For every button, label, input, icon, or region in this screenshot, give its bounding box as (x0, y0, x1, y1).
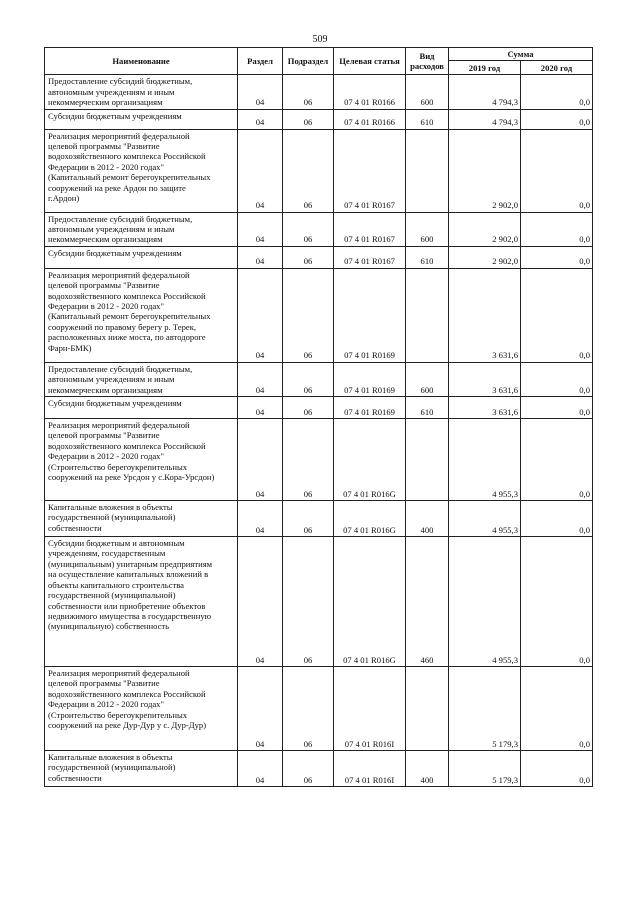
row-target-article: 07 4 01 R016G (334, 501, 406, 537)
row-sum-2019: 4 794,3 (449, 75, 521, 109)
row-sum-2020: 0,0 (521, 397, 593, 419)
row-expense-type: 610 (406, 246, 449, 268)
row-target-article: 07 4 01 R016G (334, 419, 406, 501)
row-section: 04 (238, 667, 283, 751)
table-row (45, 362, 593, 396)
row-subsection: 06 (283, 129, 334, 212)
header-expense-type: Вид расходов (406, 48, 449, 75)
table-row (45, 212, 593, 246)
row-sum-2019: 3 631,6 (449, 362, 521, 396)
row-target-article: 07 4 01 R0169 (334, 268, 406, 362)
row-name: Реализация мероприятий федеральной целевой программы "Развитие водохозяйственного комплекса Российской Федерации в 2012 - 2020 годах" (Капитальный ремонт берегоукрепительных сооружений на реке Ардон по защите г.Ардон) (45, 129, 238, 212)
row-target-article: 07 4 01 R0169 (334, 362, 406, 396)
row-sum-2020: 0,0 (521, 246, 593, 268)
row-name: Реализация мероприятий федеральной целевой программы "Развитие водохозяйственного комплекса Российской Федерации в 2012 - 2020 годах" (Капитальный ремонт берегоукрепительных сооружений по правому берегу р. Терек, расположенных ниже моста, по автодороге Фарн-БМК) (45, 268, 238, 362)
row-name: Предоставление субсидий бюджетным, автономным учреждениям и иным некоммерческим организациям (45, 212, 238, 246)
table-row (45, 501, 593, 537)
row-target-article: 07 4 01 R0169 (334, 397, 406, 419)
row-sum-2019: 3 631,6 (449, 397, 521, 419)
row-target-article: 07 4 01 R0166 (334, 109, 406, 129)
row-sum-2020: 0,0 (521, 129, 593, 212)
row-name: Субсидии бюджетным учреждениям (45, 397, 238, 419)
row-name: Предоставление субсидий бюджетным, автономным учреждениям и иным некоммерческим организациям (45, 75, 238, 109)
budget-table (44, 47, 593, 787)
row-name: Предоставление субсидий бюджетным, автономным учреждениям и иным некоммерческим организациям (45, 362, 238, 396)
row-subsection: 06 (283, 268, 334, 362)
row-subsection: 06 (283, 667, 334, 751)
table-row (45, 246, 593, 268)
row-sum-2020: 0,0 (521, 268, 593, 362)
row-target-article: 07 4 01 R016G (334, 537, 406, 667)
row-sum-2020: 0,0 (521, 75, 593, 109)
row-section: 04 (238, 419, 283, 501)
table-row (45, 537, 593, 667)
row-target-article: 07 4 01 R0167 (334, 129, 406, 212)
row-section: 04 (238, 397, 283, 419)
row-section: 04 (238, 75, 283, 109)
table-row (45, 397, 593, 419)
row-expense-type: 400 (406, 501, 449, 537)
row-sum-2020: 0,0 (521, 212, 593, 246)
row-expense-type: 600 (406, 362, 449, 396)
table-row (45, 75, 593, 109)
row-sum-2020: 0,0 (521, 109, 593, 129)
row-target-article: 07 4 01 R0166 (334, 75, 406, 109)
row-expense-type: 610 (406, 397, 449, 419)
row-sum-2019: 2 902,0 (449, 246, 521, 268)
row-subsection: 06 (283, 751, 334, 787)
row-expense-type (406, 129, 449, 212)
row-section: 04 (238, 537, 283, 667)
row-expense-type: 460 (406, 537, 449, 667)
row-target-article: 07 4 01 R0167 (334, 212, 406, 246)
row-section: 04 (238, 212, 283, 246)
header-2019: 2019 год (449, 61, 521, 75)
row-sum-2019: 3 631,6 (449, 268, 521, 362)
row-expense-type (406, 667, 449, 751)
row-name: Субсидии бюджетным учреждениям (45, 109, 238, 129)
header-2020: 2020 год (521, 61, 593, 75)
row-section: 04 (238, 109, 283, 129)
row-subsection: 06 (283, 537, 334, 667)
row-expense-type: 600 (406, 212, 449, 246)
row-sum-2019: 4 955,3 (449, 419, 521, 501)
row-name: Субсидии бюджетным учреждениям (45, 246, 238, 268)
row-sum-2020: 0,0 (521, 501, 593, 537)
row-sum-2019: 2 902,0 (449, 129, 521, 212)
row-expense-type: 400 (406, 751, 449, 787)
row-section: 04 (238, 129, 283, 212)
row-subsection: 06 (283, 397, 334, 419)
table-row (45, 751, 593, 787)
row-sum-2019: 4 955,3 (449, 537, 521, 667)
row-subsection: 06 (283, 246, 334, 268)
row-sum-2019: 4 794,3 (449, 109, 521, 129)
table-row (45, 129, 593, 212)
row-subsection: 06 (283, 75, 334, 109)
header-subsection: Подраздел (283, 48, 334, 75)
row-expense-type (406, 268, 449, 362)
row-section: 04 (238, 751, 283, 787)
row-subsection: 06 (283, 109, 334, 129)
row-sum-2020: 0,0 (521, 419, 593, 501)
row-sum-2019: 5 179,3 (449, 751, 521, 787)
row-sum-2020: 0,0 (521, 751, 593, 787)
row-section: 04 (238, 268, 283, 362)
row-subsection: 06 (283, 419, 334, 501)
row-sum-2020: 0,0 (521, 362, 593, 396)
row-name: Капитальные вложения в объекты государственной (муниципальной) собственности (45, 751, 238, 787)
header-sum: Сумма (449, 48, 593, 61)
table-row (45, 667, 593, 751)
row-subsection: 06 (283, 501, 334, 537)
row-sum-2019: 2 902,0 (449, 212, 521, 246)
row-sum-2019: 5 179,3 (449, 667, 521, 751)
header-target-article: Целевая статья (334, 48, 406, 75)
row-section: 04 (238, 501, 283, 537)
row-name: Реализация мероприятий федеральной целевой программы "Развитие водохозяйственного комплекса Российской Федерации в 2012 - 2020 годах" (Строительство берегоукрепительных сооружений на реке Урсдон у с.Кора-Урсдон) (45, 419, 238, 501)
row-subsection: 06 (283, 212, 334, 246)
row-sum-2019: 4 955,3 (449, 501, 521, 537)
row-name: Субсидии бюджетным и автономным учреждениям, государственным (муниципальным) унитарным предприятиям на осуществление капитальных вложений в объекты капитального строительства государственной (муниципальной) собственности или приобретение объектов недвижимого имущества в государственную (муниципальную) собственность (45, 537, 238, 667)
header-name: Наименование (45, 48, 238, 75)
row-name: Реализация мероприятий федеральной целевой программы "Развитие водохозяйственного комплекса Российской Федерации в 2012 - 2020 годах" (Строительство берегоукрепительных сооружений на реке Дур-Дур у с. Дур-Дур) (45, 667, 238, 751)
header-section: Раздел (238, 48, 283, 75)
table-row (45, 109, 593, 129)
row-expense-type: 600 (406, 75, 449, 109)
table-row (45, 268, 593, 362)
row-sum-2020: 0,0 (521, 667, 593, 751)
table-row (45, 419, 593, 501)
row-expense-type (406, 419, 449, 501)
row-section: 04 (238, 362, 283, 396)
row-sum-2020: 0,0 (521, 537, 593, 667)
row-subsection: 06 (283, 362, 334, 396)
row-expense-type: 610 (406, 109, 449, 129)
row-target-article: 07 4 01 R0167 (334, 246, 406, 268)
row-section: 04 (238, 246, 283, 268)
row-target-article: 07 4 01 R016I (334, 751, 406, 787)
row-target-article: 07 4 01 R016I (334, 667, 406, 751)
page-number: 509 (312, 34, 328, 45)
row-name: Капитальные вложения в объекты государственной (муниципальной) собственности (45, 501, 238, 537)
